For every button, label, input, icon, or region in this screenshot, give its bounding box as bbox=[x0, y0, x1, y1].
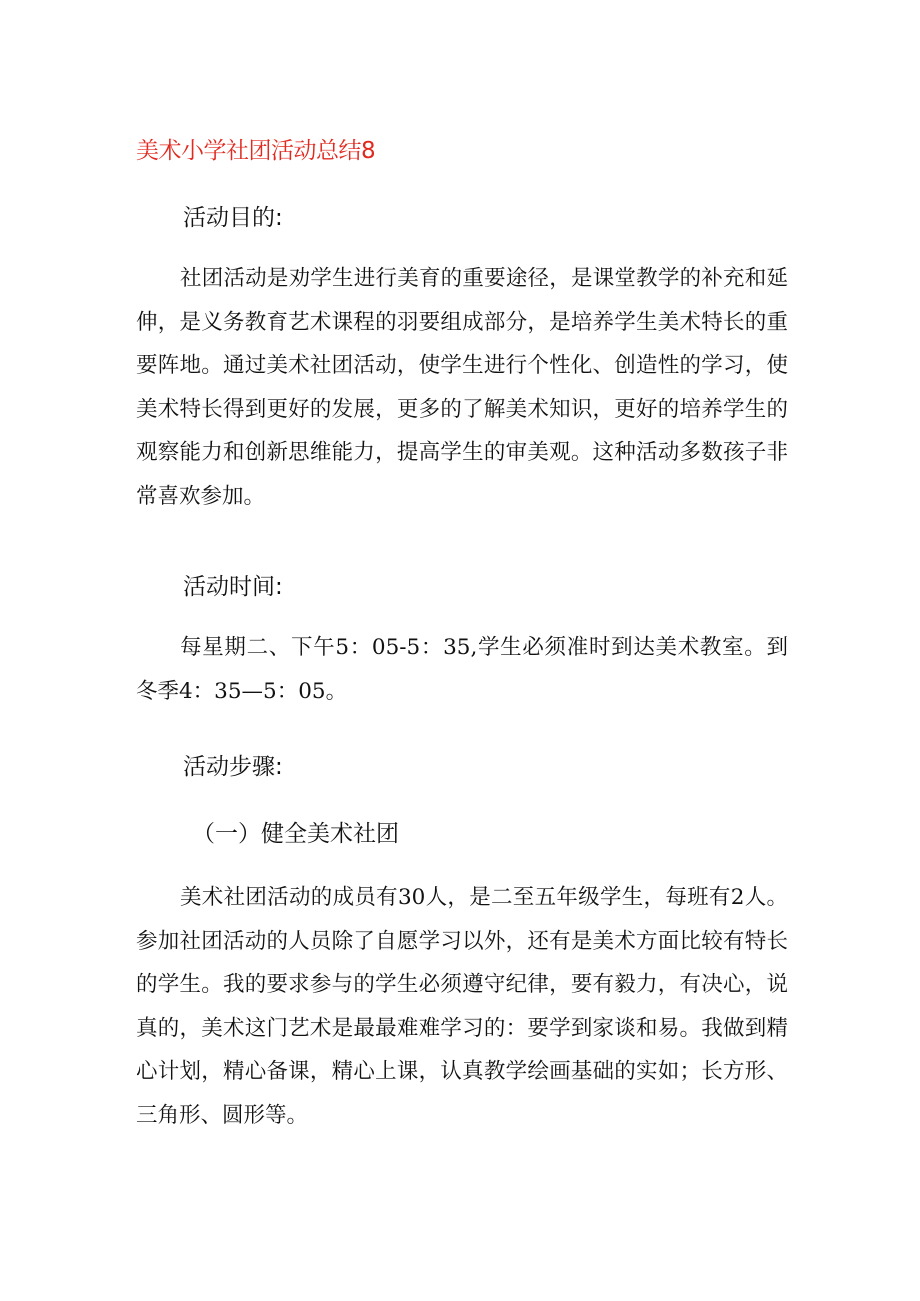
paragraph-club: 美术社团活动的成员有30人，是二至五年级学生，每班有2人。参加社团活动的人员除了自愿学习以外，还有是美术方面比较有特长的学生。我的要求参与的学生必须遵守纪律，要有毅力，有决心，说真的，美术这门艺术是最最难难学习的：要学到家谈和易。我做到精心计划，精心备课，精心上课，认真教学绘画基础的实如；长方形、三角形、圆形等。 bbox=[136, 885, 788, 1128]
heading-purpose: 活动目的: bbox=[183, 205, 283, 231]
heading-steps: 活动步骤: bbox=[183, 754, 283, 780]
document-title: 美术小学社团活动总结8 bbox=[136, 138, 376, 164]
paragraph-time: 每星期二、下午5：05-5：35,学生必须准时到达美术教室。到冬季4：35—5：05。 bbox=[136, 635, 788, 704]
heading-time: 活动时间: bbox=[183, 574, 283, 600]
subheading-club: （一）健全美术社团 bbox=[192, 821, 399, 847]
paragraph-purpose: 社团活动是劝学生进行美育的重要途径，是课堂教学的补充和延伸，是义务教育艺术课程的羽要组成部分，是培养学生美术特长的重要阵地。通过美术社团活动，使学生进行个性化、创造性的学习，使美术特长得到更好的发展，更多的了解美术知识，更好的培养学生的观察能力和创新思维能力，提高学生的审美观。这种活动多数孩子非常喜欢参加。 bbox=[136, 266, 788, 509]
